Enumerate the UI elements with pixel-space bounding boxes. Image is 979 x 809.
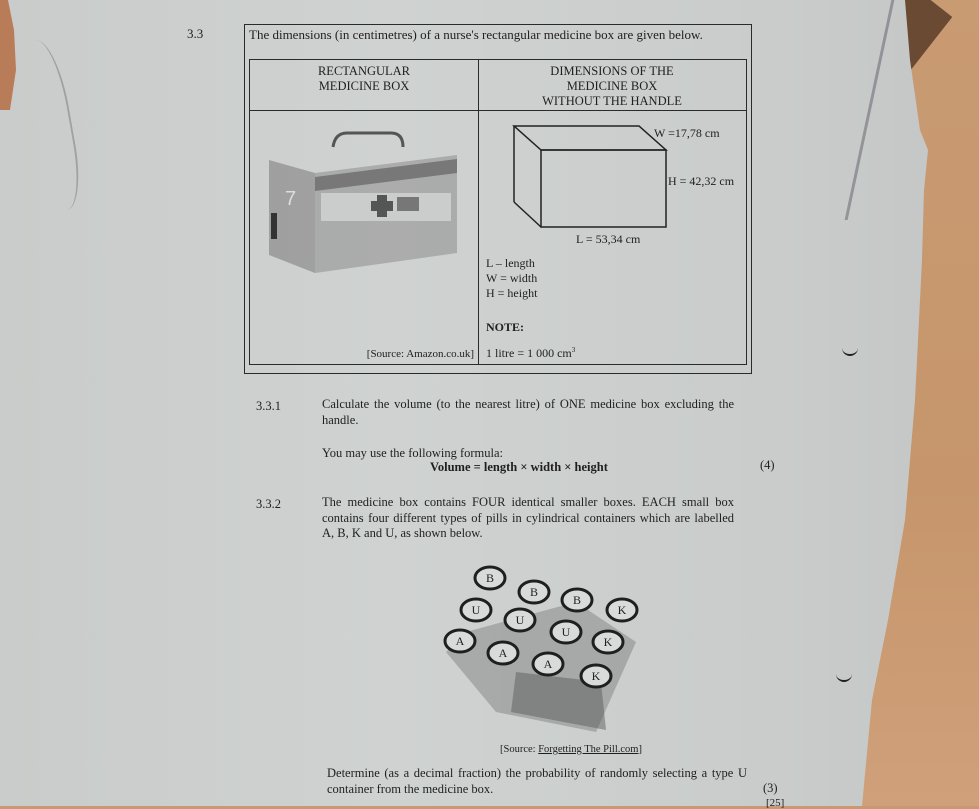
table-header-right	[478, 64, 746, 109]
subquestion-332-text: The medicine box contains FOUR identical smaller boxes. EACH small box contains four different types of pills in cylindrical containers which are labelled A, B, K and U, as shown below.	[322, 495, 734, 540]
medicine-box-photo	[255, 115, 475, 285]
width-label: W =17,78 cm	[654, 126, 720, 140]
image-source-amazon: [Source: Amazon.co.uk]	[366, 348, 474, 360]
svg-text:A: A	[455, 634, 465, 648]
svg-text:A: A	[498, 646, 508, 660]
legend-length: L – length	[486, 256, 535, 270]
svg-text:U: U	[515, 613, 525, 627]
subquestion-number-332: 3.3.2	[256, 497, 281, 511]
legend-height: H = height	[486, 286, 538, 300]
question-intro: The dimensions (in centimetres) of a nurse's rectangular medicine box are given below.	[249, 27, 703, 42]
formula-intro: You may use the following formula:	[322, 446, 504, 460]
svg-text:B: B	[572, 593, 582, 607]
volume-formula: Volume = length × width × height	[430, 460, 608, 474]
svg-text:7: 7	[285, 188, 297, 210]
header-line: WITHOUT THE HANDLE	[542, 94, 682, 108]
note-value	[486, 346, 575, 361]
image-source-pill	[500, 744, 642, 755]
svg-text:U: U	[561, 625, 571, 639]
header-line: RECTANGULAR	[317, 64, 411, 78]
height-label: H = 42,32 cm	[668, 174, 735, 188]
svg-text:B: B	[529, 585, 539, 599]
header-line: MEDICINE BOX	[566, 79, 658, 93]
pill-label: B	[485, 571, 495, 585]
dimensions-cell	[486, 110, 742, 364]
question-number: 3.3	[187, 26, 204, 41]
subquestion-number-331: 3.3.1	[256, 399, 281, 413]
source-suffix: ]	[638, 744, 642, 755]
note-text: 1 litre = 1 000 cm	[486, 346, 572, 360]
svg-text:U: U	[471, 603, 481, 617]
legend-width: W = width	[486, 271, 538, 285]
table-header-left	[250, 64, 478, 94]
header-line: MEDICINE BOX	[318, 79, 410, 93]
marks-331: (4)	[760, 458, 775, 472]
pill-containers-photo	[436, 562, 646, 737]
subquestion-332-question: Determine (as a decimal fraction) the probability of randomly selecting a type U container from the medicine box.	[327, 766, 747, 796]
svg-text:A: A	[543, 657, 553, 671]
source-prefix: [Source:	[500, 744, 539, 755]
svg-text:K: K	[603, 635, 613, 649]
svg-text:K: K	[591, 669, 601, 683]
header-line: DIMENSIONS OF THE	[550, 64, 674, 78]
subquestion-331-text: Calculate the volume (to the nearest litre) of ONE medicine box excluding the handle.	[322, 397, 734, 427]
note-label: NOTE:	[486, 320, 525, 334]
svg-text:K: K	[617, 603, 627, 617]
note-superscript: 3	[571, 346, 576, 354]
length-label: L = 53,34 cm	[576, 232, 641, 246]
source-link[interactable]: Forgetting The Pill.com	[538, 744, 639, 755]
marks-332: (3)	[763, 781, 778, 795]
total-marks: [25]	[766, 797, 785, 809]
